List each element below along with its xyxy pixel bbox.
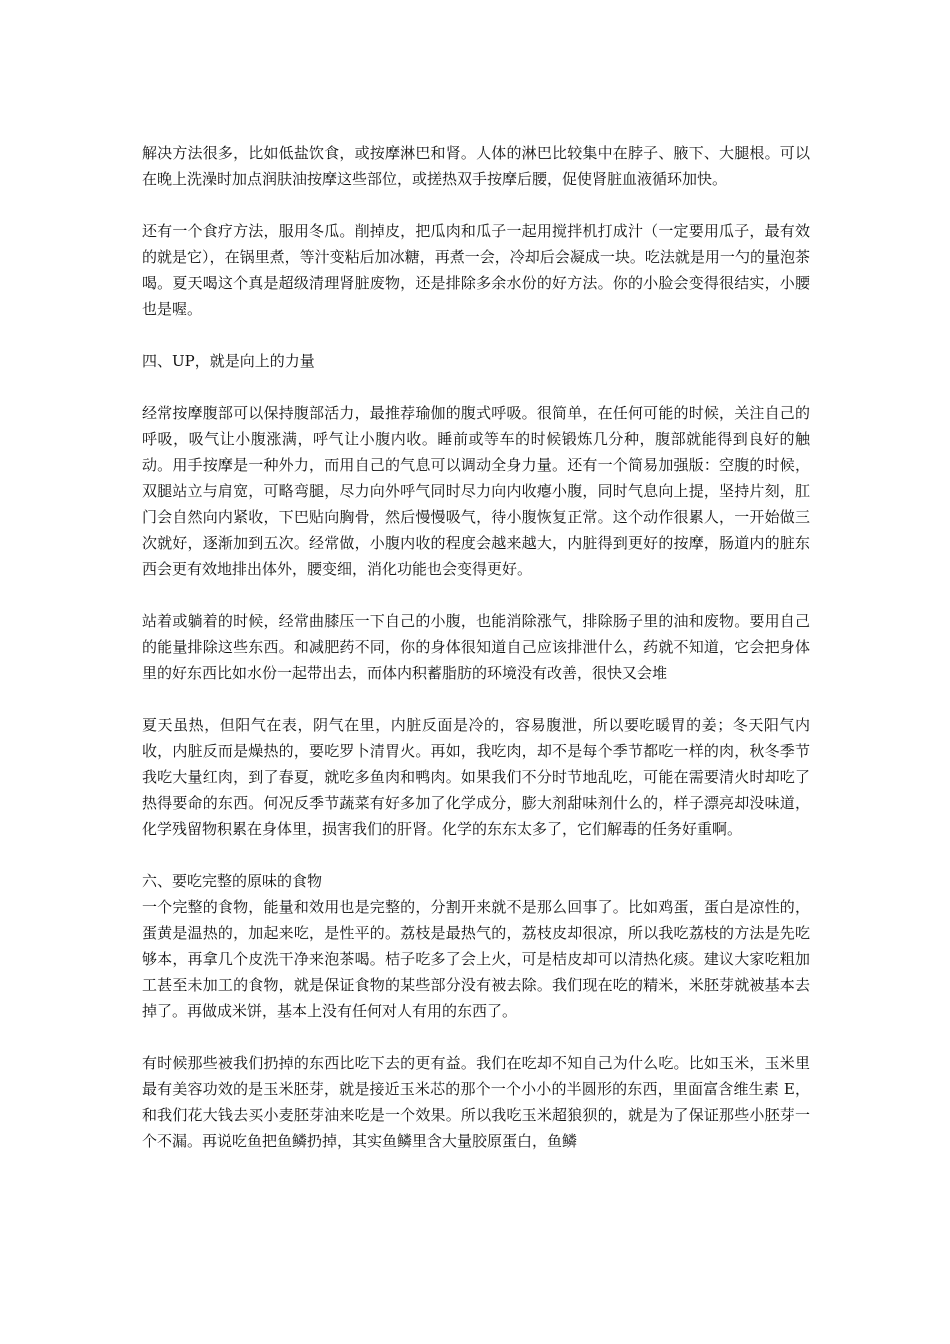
paragraph-knee-press: 站着或躺着的时候，经常曲膝压一下自己的小腹，也能消除涨气，排除肠子里的油和废物。要用自己的能量排除这些东西。和减肥药不同，你的身体很知道自己应该排泄什么，药就不知道，它会把身体里的好东西比如水份一起带出去，而体内积蓄脂肪的环境没有改善，很快又会堆 [142,612,810,682]
paragraph-lymph-massage: 解决方法很多，比如低盐饮食，或按摩淋巴和肾。人体的淋巴比较集中在脖子、腋下、大腿根。可以在晚上洗澡时加点润肤油按摩这些部位，或搓热双手按摩后腰，促使肾脏血液循环加快。 [142,144,810,188]
paragraph-corn-germ: 有时候那些被我们扔掉的东西比吃下去的更有益。我们在吃却不知自己为什么吃。比如玉米，玉米里最有美容功效的是玉米胚芽，就是接近玉米芯的那个一个小小的半圆形的东西，里面富含维生素 E，和我们花大钱去买小麦胚芽油来吃是一个效果。所以我吃玉米超狼狈的，就是为了保证那些小胚芽一个不漏。再说吃鱼把鱼鳞扔掉，其实鱼鳞里含大量胶原蛋白，鱼鳞 [142,1054,810,1150]
paragraph-whole-foods: 一个完整的食物，能量和效用也是完整的，分割开来就不是那么回事了。比如鸡蛋，蛋白是凉性的，蛋黄是温热的，加起来吃，是性平的。荔枝是最热气的，荔枝皮却很凉，所以我吃荔枝的方法是先吃够本，再拿几个皮洗干净来泡茶喝。桔子吃多了会上火，可是桔皮却可以清热化痰。建议大家吃粗加工甚至未加工的食物，就是保证食物的某些部分没有被去除。我们现在吃的精米，米胚芽就被基本去掉了。再做成米饼，基本上没有任何对人有用的东西了。 [142,898,810,1020]
section-heading-six: 六、要吃完整的原味的食物 [142,872,323,890]
paragraph-seasonal-eating: 夏天虽热，但阳气在表，阴气在里，内脏反面是冷的，容易腹泄，所以要吃暖胃的姜；冬天阳气内收，内脏反而是燥热的，要吃罗卜清胃火。再如，我吃肉，却不是每个季节都吃一样的肉，秋冬季节我吃大量红肉，到了春夏，就吃多鱼肉和鸭肉。如果我们不分时节地乱吃，可能在需要清火时却吃了热得要命的东西。何况反季节蔬菜有好多加了化学成分，膨大剂甜味剂什么的，样子漂亮却没味道，化学残留物积累在身体里，损害我们的肝肾。化学的东东太多了，它们解毒的任务好重啊。 [142,716,810,838]
section-heading-four: 四、UP，就是向上的力量 [142,352,315,370]
document-page [142,140,810,1154]
paragraph-abdominal-breathing: 经常按摩腹部可以保持腹部活力，最推荐瑜伽的腹式呼吸。很简单，在任何可能的时候，关注自己的呼吸，吸气让小腹涨满，呼气让小腹内收。睡前或等车的时候锻炼几分种，腹部就能得到良好的触动。用手按摩是一种外力，而用自己的气息可以调动全身力量。还有一个简易加强版：空腹的时候，双腿站立与肩宽，可略弯腿，尽力向外呼气同时尽力向内收瘪小腹，同时气息向上提，坚持片刻，肛门会自然向内紧收，下巴贴向胸骨，然后慢慢吸气，待小腹恢复正常。这个动作很累人，一开始做三次就好，逐渐加到五次。经常做，小腹内收的程度会越来越大，内脏得到更好的按摩，肠道内的脏东西会更有效地排出体外，腰变细，消化功能也会变得更好。 [142,404,810,578]
paragraph-winter-melon: 还有一个食疗方法，服用冬瓜。削掉皮，把瓜肉和瓜子一起用搅拌机打成汁（一定要用瓜子，最有效的就是它），在锅里煮，等汁变粘后加冰糖，再煮一会，冷却后会凝成一块。吃法就是用一勺的量泡茶喝。夏天喝这个真是超级清理肾脏废物，还是排除多余水份的好方法。你的小脸会变得很结实，小腰也是喔。 [142,222,810,318]
